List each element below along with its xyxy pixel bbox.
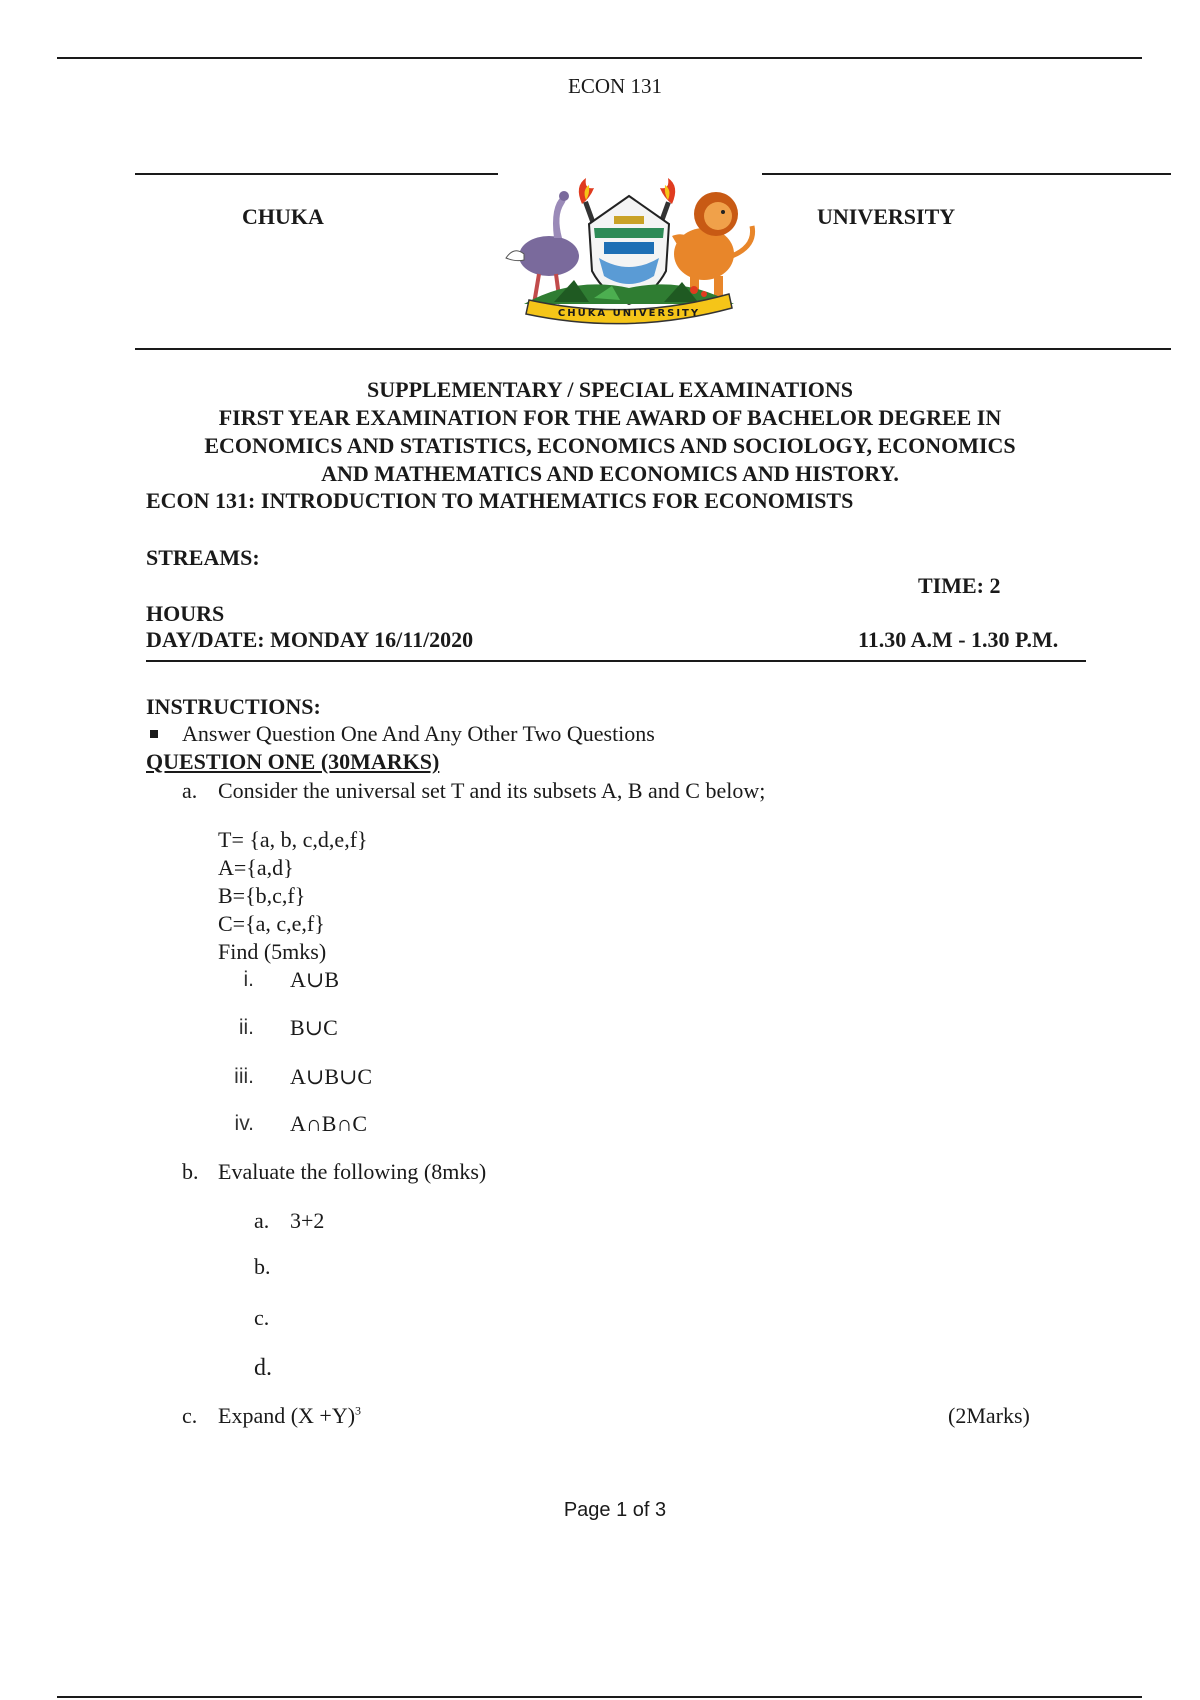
q1b-item-a-expr: 3+2 bbox=[290, 1208, 325, 1233]
day-date: DAY/DATE: MONDAY 16/11/2020 bbox=[146, 627, 474, 652]
course-code-header: ECON 131 bbox=[568, 74, 662, 98]
bottom-rule bbox=[57, 1696, 1142, 1698]
set-t: T= {a, b, c,d,e,f} bbox=[218, 827, 368, 852]
q1b-item-d-label: d. bbox=[254, 1355, 272, 1381]
hours-label: HOURS bbox=[146, 601, 225, 626]
q1a-label: a. bbox=[182, 778, 198, 803]
exam-title-line-4: AND MATHEMATICS AND ECONOMICS AND HISTORY. bbox=[321, 461, 899, 486]
q1c-exponent: 3 bbox=[355, 1403, 362, 1418]
crest-bottom-rule bbox=[135, 348, 1171, 350]
instruction-text: Answer Question One And Any Other Two Questions bbox=[182, 721, 655, 746]
crest-banner-text: CHUKA UNIVERSITY bbox=[557, 308, 701, 319]
q1c-marks: (2Marks) bbox=[948, 1403, 1030, 1428]
crest-emblem bbox=[494, 176, 764, 326]
expr-iii: A∪B∪C bbox=[290, 1064, 373, 1089]
time-label: TIME: 2 bbox=[918, 573, 1001, 598]
crest-top-rule-left bbox=[135, 173, 498, 175]
set-b: B={b,c,f} bbox=[218, 883, 306, 908]
q1a-text: Consider the universal set T and its subsets A, B and C below; bbox=[218, 778, 766, 803]
find-instruction: Find (5mks) bbox=[218, 939, 327, 964]
exam-title-line-3: ECONOMICS AND STATISTICS, ECONOMICS AND SOCIOLOGY, ECONOMICS bbox=[204, 433, 1016, 458]
university-crest-logo bbox=[494, 176, 764, 326]
set-a: A={a,d} bbox=[218, 855, 294, 880]
exam-title-line-1: SUPPLEMENTARY / SPECIAL EXAMINATIONS bbox=[367, 377, 853, 402]
q1b-label: b. bbox=[182, 1159, 199, 1184]
crest-top-rule-right bbox=[762, 173, 1171, 175]
q1c-text bbox=[218, 1403, 361, 1429]
expr-iv: A∩B∩C bbox=[290, 1111, 368, 1136]
instructions-heading: INSTRUCTIONS: bbox=[146, 694, 321, 719]
expr-i: A∪B bbox=[290, 967, 339, 992]
q1b-item-a-label: a. bbox=[254, 1208, 270, 1233]
expr-ii: B∪C bbox=[290, 1015, 338, 1040]
streams-label: STREAMS: bbox=[146, 545, 260, 570]
roman-i: i. bbox=[243, 968, 254, 991]
meta-rule bbox=[146, 660, 1086, 662]
time-range: 11.30 A.M - 1.30 P.M. bbox=[858, 627, 1059, 652]
q1b-item-c-label: c. bbox=[254, 1305, 270, 1330]
top-rule bbox=[57, 57, 1142, 59]
q1c-label: c. bbox=[182, 1403, 198, 1428]
crest-left-word: CHUKA bbox=[242, 204, 324, 229]
roman-iv: iv. bbox=[234, 1112, 254, 1135]
question-one-heading: QUESTION ONE (30MARKS) bbox=[146, 749, 440, 774]
set-c: C={a, c,e,f} bbox=[218, 911, 325, 936]
crest-right-word: UNIVERSITY bbox=[817, 204, 956, 229]
course-title: ECON 131: INTRODUCTION TO MATHEMATICS FOR ECONOMISTS bbox=[146, 488, 854, 513]
exam-title-line-2: FIRST YEAR EXAMINATION FOR THE AWARD OF BACHELOR DEGREE IN bbox=[218, 405, 1002, 430]
roman-ii: ii. bbox=[238, 1016, 254, 1039]
q1b-item-b-label: b. bbox=[254, 1254, 271, 1279]
q1b-text: Evaluate the following (8mks) bbox=[218, 1159, 487, 1184]
page-number: Page 1 of 3 bbox=[563, 1499, 667, 1521]
bullet-icon bbox=[150, 730, 158, 738]
roman-iii: iii. bbox=[234, 1065, 254, 1088]
q1c-expression: Expand (X +Y) bbox=[218, 1403, 356, 1428]
